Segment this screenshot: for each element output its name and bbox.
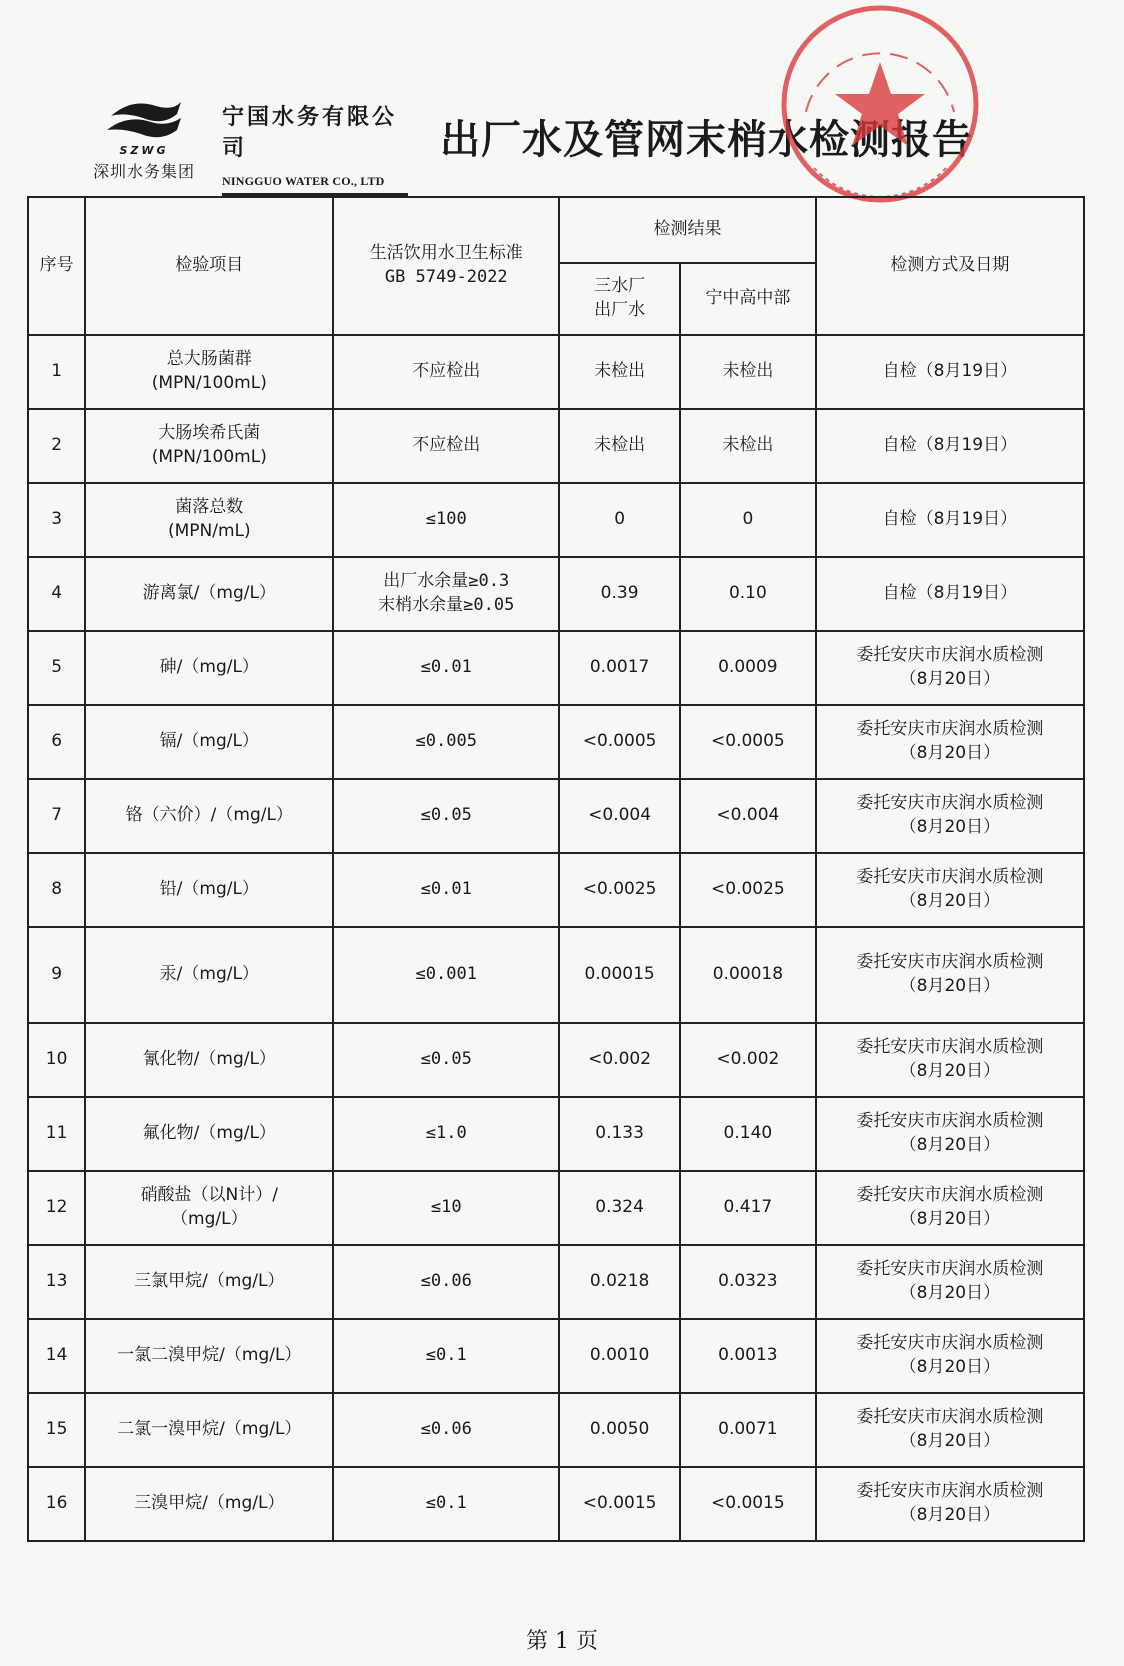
page-number: 第 1 页	[526, 1629, 598, 1654]
method-date: （8月20日）	[899, 1061, 1001, 1081]
seq-text: 15	[45, 1419, 68, 1440]
result-site1-cell	[559, 335, 680, 409]
result-site1-cell	[559, 1097, 680, 1171]
table-row	[28, 853, 1084, 927]
method-date: （8月20日）	[899, 1431, 1001, 1451]
standard-text: ≤0.06	[420, 1419, 472, 1440]
seq-cell	[28, 1097, 85, 1171]
table-row	[28, 483, 1084, 557]
item-name: 大肠埃希氏菌	[158, 423, 261, 444]
table-row	[28, 927, 1084, 1023]
result-site1: 0.0050	[589, 1419, 650, 1440]
result-site2: <0.002	[716, 1049, 780, 1070]
table-body	[28, 335, 1084, 1541]
result-site1: 未检出	[594, 361, 646, 382]
standard-cell	[333, 705, 559, 779]
item-name: 铬（六价）/（mg/L）	[125, 805, 293, 826]
table-row	[28, 631, 1084, 705]
method-text: 委托安庆市庆润水质检测	[856, 793, 1044, 814]
method-text: 自检（8月19日）	[882, 583, 1018, 604]
method-date: （8月20日）	[899, 1209, 1001, 1229]
method-date: （8月20日）	[899, 1283, 1001, 1303]
item-name: 汞/（mg/L）	[159, 964, 259, 985]
item-cell	[85, 1171, 333, 1245]
result-site1: 0.133	[595, 1123, 644, 1144]
seq-cell	[28, 705, 85, 779]
standard-cell	[333, 1245, 559, 1319]
result-site1: <0.004	[588, 805, 652, 826]
official-seal-stamp	[770, 0, 990, 220]
item-cell	[85, 1393, 333, 1467]
method-cell	[816, 1319, 1084, 1393]
result-site2: <0.0025	[711, 879, 785, 900]
header-method: 检测方式及日期	[816, 197, 1084, 335]
item-name: 一氯二溴甲烷/（mg/L）	[117, 1345, 302, 1366]
header-seq: 序号	[28, 197, 85, 335]
method-cell	[816, 483, 1084, 557]
method-cell	[816, 557, 1084, 631]
method-cell	[816, 335, 1084, 409]
water-quality-table	[27, 196, 1085, 1542]
result-site2: 0.10	[728, 583, 767, 604]
result-site2-cell	[680, 927, 816, 1023]
method-cell	[816, 409, 1084, 483]
method-text: 委托安庆市庆润水质检测	[856, 1333, 1044, 1354]
result-site1-cell	[559, 1245, 680, 1319]
seq-cell	[28, 631, 85, 705]
item-cell	[85, 853, 333, 927]
method-text: 委托安庆市庆润水质检测	[856, 1481, 1044, 1502]
standard-cell	[333, 853, 559, 927]
seq-text: 2	[51, 435, 63, 456]
result-site1: 0.0218	[589, 1271, 650, 1292]
standard-text-2: 末梢水余量≥0.05	[378, 595, 515, 615]
result-site1: 0.39	[600, 583, 639, 604]
result-site2-cell	[680, 853, 816, 927]
seq-text: 3	[51, 509, 63, 530]
logo-group-name: 深圳水务集团	[92, 162, 195, 181]
item-name: 三氯甲烷/（mg/L）	[134, 1271, 285, 1292]
result-site1-cell	[559, 1393, 680, 1467]
result-site2-cell	[680, 557, 816, 631]
standard-text: ≤0.1	[425, 1493, 467, 1514]
header-site1-line1: 三水厂	[594, 276, 646, 297]
item-name: 砷/（mg/L）	[159, 657, 259, 678]
table-row	[28, 1319, 1084, 1393]
method-cell	[816, 853, 1084, 927]
result-site2: 0.0071	[718, 1419, 778, 1440]
header-results: 检测结果	[559, 197, 816, 263]
item-cell	[85, 557, 333, 631]
result-site1: 0.00015	[584, 964, 655, 985]
method-date: （8月20日）	[899, 1135, 1001, 1155]
seq-text: 9	[51, 964, 63, 985]
seq-text: 4	[51, 583, 63, 604]
result-site2: <0.0015	[711, 1493, 785, 1514]
standard-text: 不应检出	[412, 361, 481, 382]
standard-text: ≤0.01	[420, 879, 472, 900]
table-row	[28, 705, 1084, 779]
item-name: 菌落总数	[175, 497, 244, 518]
result-site2-cell	[680, 483, 816, 557]
result-site2: 0.0323	[718, 1271, 778, 1292]
wave-logo-icon	[101, 96, 187, 146]
header-standard	[333, 197, 559, 335]
item-cell	[85, 409, 333, 483]
result-site2-cell	[680, 1097, 816, 1171]
item-cell	[85, 927, 333, 1023]
method-text: 委托安庆市庆润水质检测	[856, 1407, 1044, 1428]
result-site1: 0	[614, 509, 626, 530]
method-cell	[816, 1245, 1084, 1319]
method-text: 委托安庆市庆润水质检测	[856, 645, 1044, 666]
result-site1-cell	[559, 779, 680, 853]
method-date: （8月20日）	[899, 1505, 1001, 1525]
method-date: （8月20日）	[899, 817, 1001, 837]
standard-text: ≤1.0	[425, 1123, 467, 1144]
seq-cell	[28, 1023, 85, 1097]
method-cell	[816, 1171, 1084, 1245]
seq-cell	[28, 779, 85, 853]
result-site1-cell	[559, 483, 680, 557]
seq-cell	[28, 1319, 85, 1393]
seq-cell	[28, 1245, 85, 1319]
item-cell	[85, 1097, 333, 1171]
standard-text: ≤0.001	[415, 964, 477, 985]
standard-cell	[333, 779, 559, 853]
item-cell	[85, 1023, 333, 1097]
standard-cell	[333, 1023, 559, 1097]
result-site2: 0.140	[723, 1123, 773, 1144]
seq-cell	[28, 927, 85, 1023]
standard-text: ≤0.005	[415, 731, 477, 752]
seq-text: 1	[51, 361, 63, 382]
result-site1: 0.0017	[589, 657, 650, 678]
seq-cell	[28, 853, 85, 927]
method-text: 自检（8月19日）	[882, 361, 1018, 382]
seq-text: 6	[51, 731, 63, 752]
standard-cell	[333, 1097, 559, 1171]
method-text: 委托安庆市庆润水质检测	[856, 1259, 1044, 1280]
item-cell	[85, 483, 333, 557]
standard-cell	[333, 1319, 559, 1393]
header-item: 检验项目	[85, 197, 333, 335]
method-date: （8月20日）	[899, 1357, 1001, 1377]
table-row	[28, 1097, 1084, 1171]
header-site1	[559, 263, 680, 335]
method-text: 自检（8月19日）	[882, 509, 1018, 530]
item-name: 总大肠菌群	[166, 349, 252, 370]
seq-cell	[28, 557, 85, 631]
szwg-logo	[84, 96, 204, 182]
header-site1-line2: 出厂水	[594, 300, 646, 320]
table-row	[28, 1467, 1084, 1541]
result-site1-cell	[559, 409, 680, 483]
method-cell	[816, 1393, 1084, 1467]
method-text: 委托安庆市庆润水质检测	[856, 1111, 1044, 1132]
seq-cell	[28, 409, 85, 483]
item-name: 铅/（mg/L）	[159, 879, 259, 900]
result-site2-cell	[680, 1393, 816, 1467]
seq-cell	[28, 1171, 85, 1245]
standard-text: ≤100	[425, 509, 467, 530]
method-text: 委托安庆市庆润水质检测	[856, 952, 1044, 973]
standard-text: ≤0.05	[420, 805, 472, 826]
method-date: （8月20日）	[899, 891, 1001, 911]
method-cell	[816, 1097, 1084, 1171]
standard-cell	[333, 409, 559, 483]
standard-cell	[333, 483, 559, 557]
item-name: 硝酸盐（以N计）/	[140, 1185, 279, 1206]
method-cell	[816, 1467, 1084, 1541]
result-site2: 未检出	[722, 435, 774, 456]
standard-cell	[333, 1467, 559, 1541]
result-site1-cell	[559, 631, 680, 705]
item-cell	[85, 631, 333, 705]
standard-text: ≤0.05	[420, 1049, 472, 1070]
standard-cell	[333, 557, 559, 631]
item-cell	[85, 1467, 333, 1541]
item-name: 三溴甲烷/（mg/L）	[134, 1493, 285, 1514]
item-cell	[85, 1245, 333, 1319]
method-cell	[816, 1023, 1084, 1097]
result-site2: 0.417	[723, 1197, 773, 1218]
seq-text: 10	[45, 1049, 68, 1070]
result-site1-cell	[559, 1319, 680, 1393]
result-site1-cell	[559, 705, 680, 779]
result-site1: <0.0015	[582, 1493, 657, 1514]
result-site1: 0.0010	[589, 1345, 650, 1366]
standard-cell	[333, 1393, 559, 1467]
item-cell	[85, 705, 333, 779]
standard-text: ≤10	[430, 1197, 462, 1218]
result-site2-cell	[680, 631, 816, 705]
result-site2: 0.00018	[712, 964, 784, 985]
item-name: 氰化物/（mg/L）	[142, 1049, 276, 1070]
result-site2: 未检出	[722, 361, 774, 382]
item-unit: (MPN/100mL)	[151, 447, 267, 467]
standard-text: 出厂水余量≥0.3	[383, 571, 510, 592]
item-name: 二氯一溴甲烷/（mg/L）	[117, 1419, 302, 1440]
result-site1: <0.0025	[582, 879, 657, 900]
header-standard-line2: GB 5749-2022	[384, 267, 508, 287]
table-row	[28, 1245, 1084, 1319]
table-row	[28, 1171, 1084, 1245]
table-row	[28, 1393, 1084, 1467]
item-cell	[85, 1319, 333, 1393]
result-site1-cell	[559, 557, 680, 631]
method-cell	[816, 705, 1084, 779]
result-site2: <0.004	[716, 805, 780, 826]
seq-cell	[28, 1393, 85, 1467]
method-date: （8月20日）	[899, 743, 1001, 763]
item-cell	[85, 335, 333, 409]
item-unit: （mg/L）	[171, 1209, 248, 1229]
result-site2: <0.0005	[711, 731, 785, 752]
table-row	[28, 409, 1084, 483]
result-site1-cell	[559, 853, 680, 927]
seq-cell	[28, 1467, 85, 1541]
method-cell	[816, 927, 1084, 1023]
result-site2-cell	[680, 1023, 816, 1097]
table-row	[28, 1023, 1084, 1097]
item-unit: (MPN/100mL)	[151, 373, 267, 393]
company-name-cn: 宁国水务有限公司	[222, 105, 398, 161]
seal-star-icon	[835, 62, 925, 146]
result-site1: 0.324	[595, 1197, 644, 1218]
result-site1-cell	[559, 1467, 680, 1541]
standard-text: 不应检出	[412, 435, 481, 456]
result-site2-cell	[680, 335, 816, 409]
result-site1: <0.002	[588, 1049, 652, 1070]
result-site1-cell	[559, 927, 680, 1023]
company-block	[222, 100, 412, 196]
seq-text: 12	[45, 1197, 68, 1218]
standard-text: ≤0.06	[420, 1271, 472, 1292]
method-cell	[816, 631, 1084, 705]
table-row	[28, 779, 1084, 853]
result-site2-cell	[680, 779, 816, 853]
item-name: 镉/（mg/L）	[159, 731, 259, 752]
standard-cell	[333, 631, 559, 705]
logo-latin-text: SZWG	[119, 144, 169, 157]
result-site2-cell	[680, 705, 816, 779]
standard-cell	[333, 335, 559, 409]
result-site2-cell	[680, 1245, 816, 1319]
result-site2: 0	[742, 509, 754, 530]
seq-cell	[28, 335, 85, 409]
table-row	[28, 557, 1084, 631]
item-name: 游离氯/（mg/L）	[142, 583, 276, 604]
result-site2: 0.0009	[718, 657, 778, 678]
method-cell	[816, 779, 1084, 853]
standard-cell	[333, 927, 559, 1023]
method-text: 委托安庆市庆润水质检测	[856, 867, 1044, 888]
method-date: （8月20日）	[899, 669, 1001, 689]
item-unit: (MPN/mL)	[167, 521, 251, 541]
method-date: （8月20日）	[899, 976, 1001, 996]
seq-text: 7	[51, 805, 63, 826]
seq-text: 8	[51, 879, 63, 900]
standard-text: ≤0.1	[425, 1345, 467, 1366]
header-site2: 宁中高中部	[680, 263, 816, 335]
seq-text: 5	[51, 657, 63, 678]
item-cell	[85, 779, 333, 853]
report-title: 出厂水及管网末梢水检测报告	[440, 117, 973, 163]
result-site2-cell	[680, 1319, 816, 1393]
table-row	[28, 335, 1084, 409]
method-text: 自检（8月19日）	[882, 435, 1018, 456]
seq-text: 13	[45, 1271, 68, 1292]
item-name: 氟化物/（mg/L）	[142, 1123, 276, 1144]
standard-text: ≤0.01	[420, 657, 472, 678]
result-site2-cell	[680, 1467, 816, 1541]
result-site1: <0.0005	[582, 731, 657, 752]
seq-text: 11	[45, 1123, 68, 1144]
result-site1-cell	[559, 1171, 680, 1245]
method-text: 委托安庆市庆润水质检测	[856, 1037, 1044, 1058]
result-site1: 未检出	[594, 435, 646, 456]
company-name-en: NINGGUO WATER CO., LTD	[222, 174, 385, 188]
seq-text: 14	[45, 1345, 68, 1366]
result-site1-cell	[559, 1023, 680, 1097]
seq-text: 16	[45, 1493, 68, 1514]
result-site2: 0.0013	[718, 1345, 778, 1366]
method-text: 委托安庆市庆润水质检测	[856, 1185, 1044, 1206]
standard-cell	[333, 1171, 559, 1245]
method-text: 委托安庆市庆润水质检测	[856, 719, 1044, 740]
header-standard-line1: 生活饮用水卫生标准	[369, 243, 523, 264]
result-site2-cell	[680, 409, 816, 483]
result-site2-cell	[680, 1171, 816, 1245]
seq-cell	[28, 483, 85, 557]
